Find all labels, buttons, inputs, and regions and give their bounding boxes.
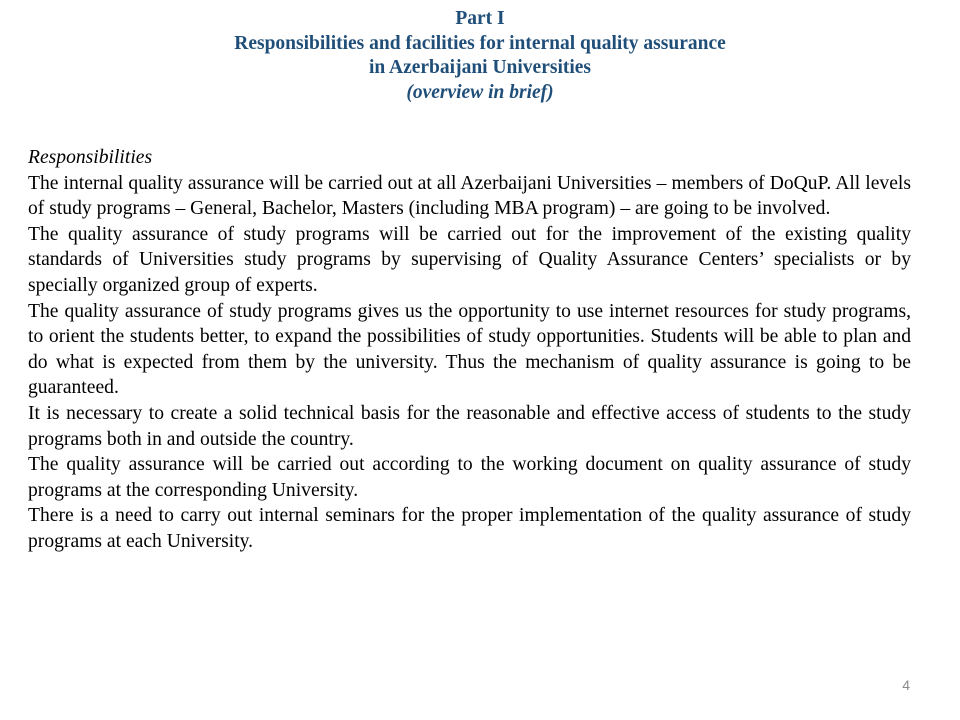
part-label: Part I (455, 8, 505, 29)
heading-subtitle: (overview in brief) (406, 81, 554, 103)
slide-body (28, 145, 911, 555)
paragraph: The internal quality assurance will be carried out at all Azerbaijani Universities – members of DoQuP. All levels of study programs – General, Bachelor, Masters (including MBA program) – are going to be involved. (28, 172, 911, 220)
slide-heading (120, 7, 840, 105)
heading-title-line-1: Responsibilities and facilities for internal quality assurance (234, 32, 726, 54)
paragraph: The quality assurance of study programs gives us the opportunity to use internet resources for study programs, to orient the students better, to expand the possibilities of study opportunities. Students will be able to plan and do what is expected from them by the university. Thus the mechanism of quality assurance is going to be guaranteed. (28, 300, 911, 399)
section-title: Responsibilities (28, 147, 153, 168)
paragraph: The quality assurance of study programs will be carried out for the improvement of the existing quality standards of Universities study programs by supervising of Quality Assurance Centers’ specialists or by specially organized group of experts. (28, 223, 911, 296)
paragraph: The quality assurance will be carried out according to the working document on quality assurance of study programs at the corresponding University. (28, 454, 911, 501)
heading-title-line-2: in Azerbaijani Universities (368, 57, 592, 78)
page-number: 4 (902, 677, 910, 693)
paragraph: It is necessary to create a solid technical basis for the reasonable and effective access of students to the study programs both in and outside the country. (28, 402, 911, 450)
paragraph: There is a need to carry out internal seminars for the proper implementation of the quality assurance of study programs at each University. (28, 505, 911, 552)
